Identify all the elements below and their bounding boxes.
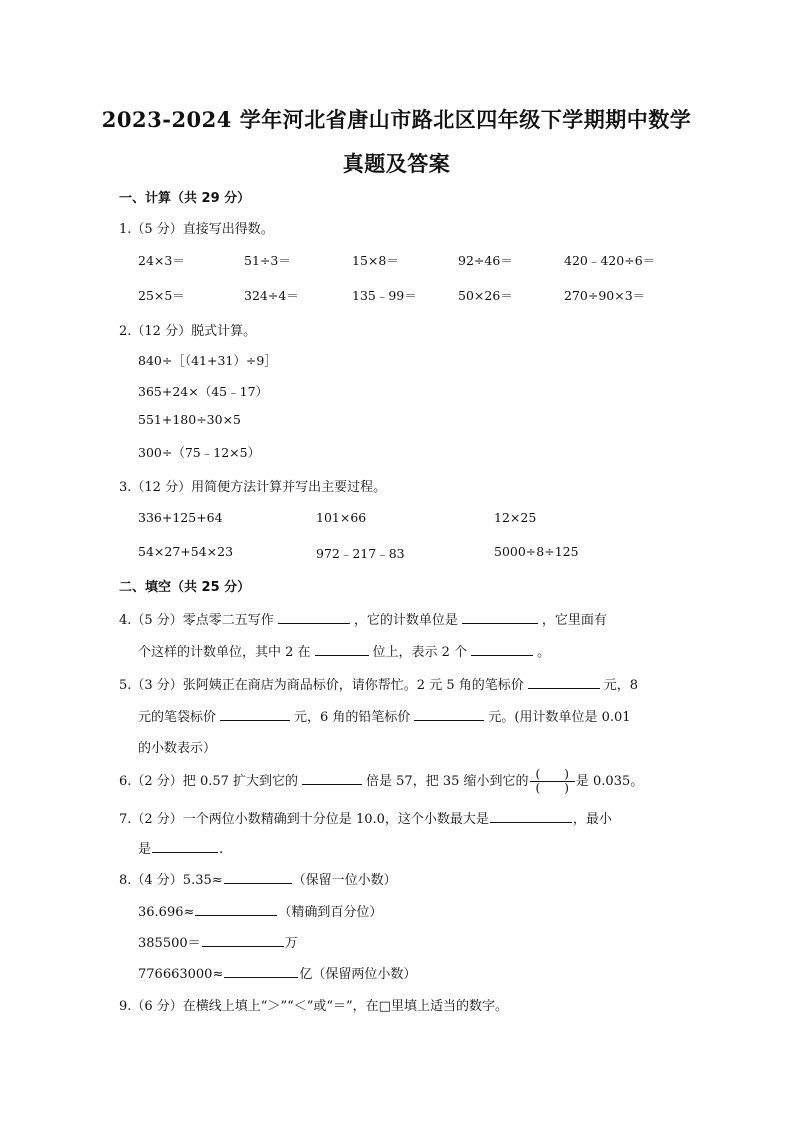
question-text: 元，6 角的铅笔标价: [294, 710, 411, 725]
expression: 300÷（75﹣12×5）: [138, 445, 261, 460]
question-text: 385500＝: [138, 936, 201, 951]
expression: 365+24×（45﹣17）: [138, 384, 269, 399]
answer-blank[interactable]: [220, 706, 290, 721]
question-text: ，最小: [572, 812, 612, 827]
answer-blank[interactable]: [202, 932, 284, 947]
question-6-line-1: [119, 768, 643, 795]
question-text: 个这样的计数单位，其中 2 在: [138, 645, 311, 660]
expression: 92÷46＝: [458, 253, 513, 268]
expression: 420﹣420÷6＝: [564, 253, 656, 268]
expression: 5000÷8÷125: [494, 544, 579, 559]
question-text: 5.（3 分）张阿姨正在商店为商品标价，请你帮忙。2 元 5 角的笔标价: [119, 678, 524, 693]
answer-blank[interactable]: [224, 869, 292, 884]
question-1-prompt: 1.（5 分）直接写出得数。: [119, 222, 274, 237]
expression: 50×26＝: [458, 288, 513, 303]
question-text: .: [219, 842, 224, 857]
question-text: 6.（2 分）把 0.57 扩大到它的: [119, 774, 299, 789]
answer-blank[interactable]: [224, 963, 298, 978]
answer-blank[interactable]: [278, 609, 350, 624]
answer-blank[interactable]: [528, 674, 600, 689]
question-text: 元。(用计数单位是 0.01: [488, 710, 631, 725]
question-text: 亿（保留两位小数）: [299, 967, 417, 982]
section-heading-calculation: 一、计算（共 29 分）: [119, 191, 251, 206]
question-5-line-2: [138, 706, 631, 725]
expression: 12×25: [494, 510, 537, 525]
question-8-line-1: [119, 869, 397, 888]
expression: 336+125+64: [138, 510, 223, 525]
expression: 135﹣99＝: [352, 288, 417, 303]
fraction-denominator[interactable]: ( ): [535, 781, 569, 795]
answer-blank[interactable]: [195, 901, 277, 916]
question-8-line-3: [138, 932, 298, 951]
answer-blank[interactable]: [490, 808, 572, 823]
question-text: （精确到百分位）: [278, 905, 383, 920]
answer-blank[interactable]: [152, 838, 218, 853]
expression: 51÷3＝: [244, 253, 291, 268]
question-2-prompt: 2.（12 分）脱式计算。: [119, 324, 257, 339]
question-8-line-2: [138, 901, 382, 920]
question-text: 是: [138, 842, 152, 857]
question-text: 36.696≈: [138, 905, 195, 920]
question-text: ，它里面有: [541, 613, 607, 628]
question-text: 是 0.035。: [575, 774, 644, 789]
expression: 324÷4＝: [244, 288, 299, 303]
question-3-prompt: 3.（12 分）用简便方法计算并写出主要过程。: [119, 480, 387, 495]
answer-blank[interactable]: [471, 641, 533, 656]
question-text: 元，8: [603, 678, 639, 693]
expression: 24×3＝: [138, 253, 185, 268]
expression: 54×27+54×23: [138, 544, 234, 559]
expression: 101×66: [316, 510, 367, 525]
question-text: （保留一位小数）: [292, 873, 397, 888]
expression: 15×8＝: [352, 253, 399, 268]
document-title-line1: 2023-2024 学年河北省唐山市路北区四年级下学期期中数学: [101, 107, 692, 132]
question-4-line-2: [138, 641, 550, 660]
document-title-line2: 真题及答案: [342, 151, 451, 176]
answer-blank[interactable]: [315, 641, 369, 656]
question-text: 7.（2 分）一个两位小数精确到十分位是 10.0，这个小数最大是: [119, 812, 489, 827]
question-text: 万: [284, 936, 298, 951]
fraction-numerator[interactable]: ( ): [530, 768, 575, 782]
question-7-line-2: [138, 838, 223, 857]
question-text: 倍是 57，把 35 缩小到它的: [366, 774, 529, 789]
expression: 270÷90×3＝: [564, 288, 646, 303]
expression: 972﹣217﹣83: [316, 546, 405, 561]
question-text: 元的笔袋标价: [138, 710, 217, 725]
question-4-line-1: [119, 609, 607, 628]
question-5-line-3: 的小数表示）: [138, 741, 217, 756]
question-text: 8.（4 分）5.35≈: [119, 873, 223, 888]
answer-blank[interactable]: [302, 770, 362, 785]
answer-blank[interactable]: [414, 706, 484, 721]
question-text: 位上，表示 2 个: [372, 645, 468, 660]
question-text: 。: [537, 645, 551, 660]
question-text: 4.（5 分）零点零二五写作: [119, 613, 274, 628]
expression: 551+180÷30×5: [138, 412, 241, 427]
answer-blank[interactable]: [462, 609, 538, 624]
question-7-line-1: [119, 808, 612, 827]
question-text: ，它的计数单位是: [353, 613, 458, 628]
question-8-line-4: [138, 963, 416, 982]
expression: 840÷［（41+31）÷9］: [138, 353, 277, 368]
section-heading-fill-in: 二、填空（共 25 分）: [119, 580, 251, 595]
fraction-blank[interactable]: [530, 768, 575, 795]
expression: 25×5＝: [138, 288, 185, 303]
question-text: 776663000≈: [138, 967, 224, 982]
question-9-prompt: 9.（6 分）在横线上填上“＞”“＜”或“＝”，在□里填上适当的数字。: [119, 999, 508, 1014]
question-5-line-1: [119, 674, 638, 693]
